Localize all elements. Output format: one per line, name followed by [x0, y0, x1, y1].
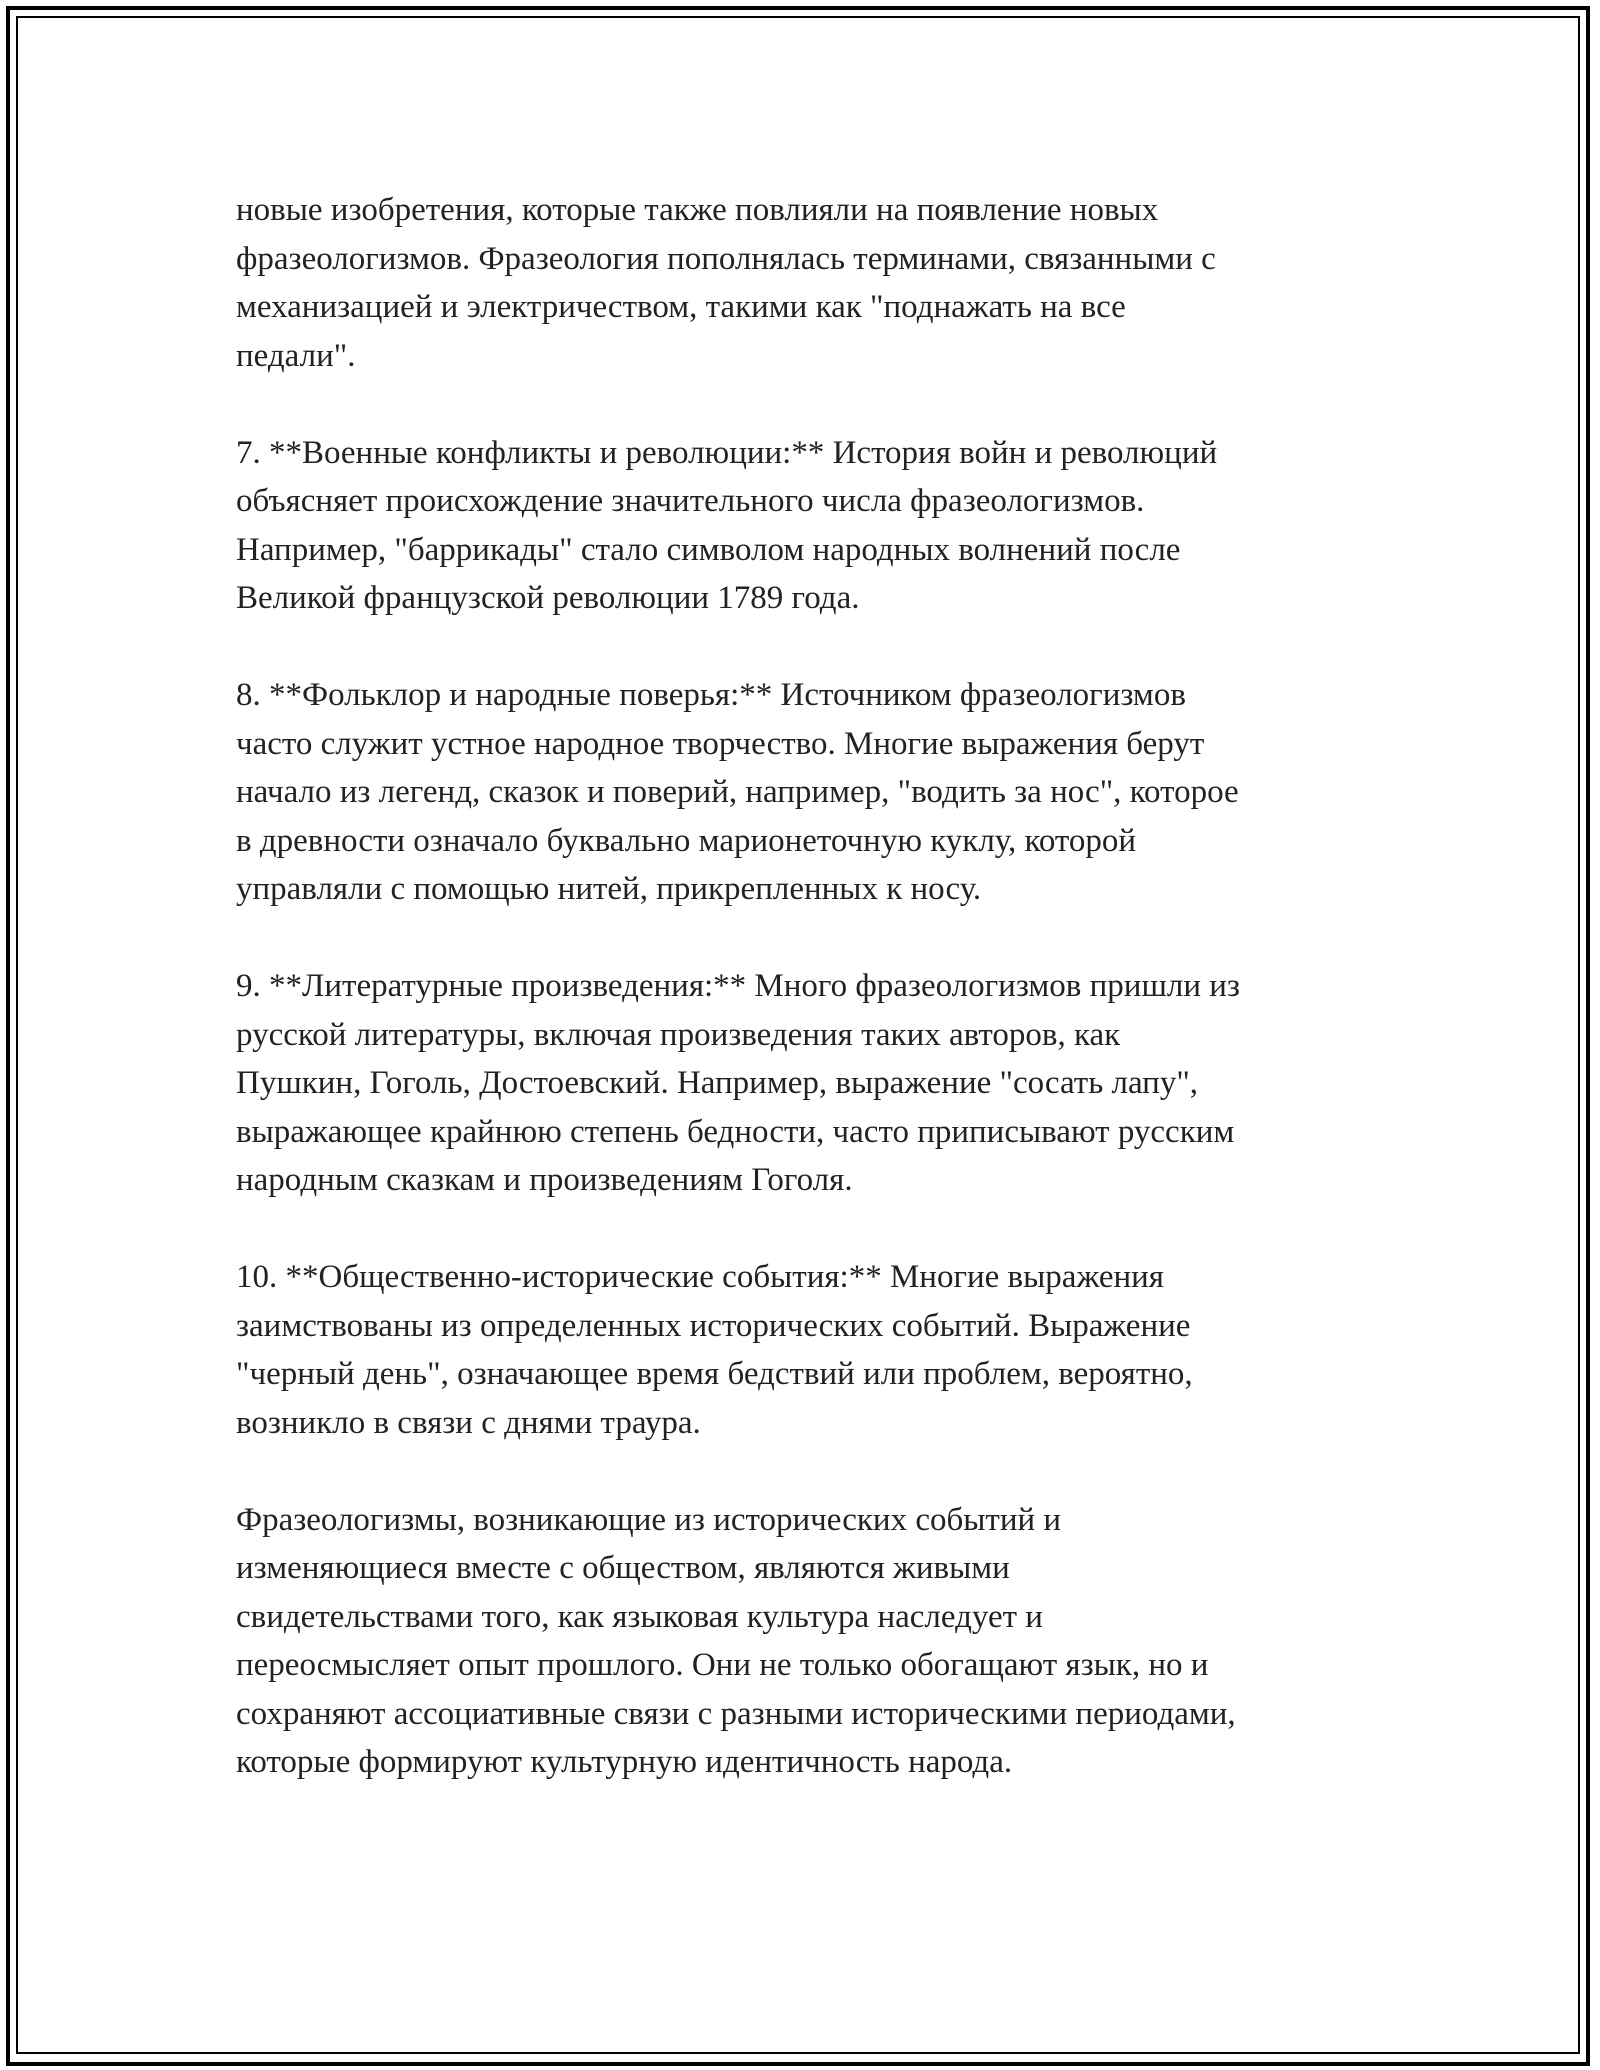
document-body [236, 186, 1376, 1835]
paragraph-military-conflicts: 7. **Военные конфликты и революции:** История войн и революций объясняет происхождение значительного числа фразеологизмов. Например, "баррикады" стало символом народных волнений после Великой французской революции 1789 года. [236, 434, 1218, 616]
paragraph-historical-events: 10. **Общественно-исторические события:** Многие выражения заимствованы из определенных исторических событий. Выражение "черный день", означающее время бедствий или проблем, вероятно, возникло в связи с днями траура. [236, 1259, 1193, 1441]
paragraph-conclusion: Фразеологизмы, возникающие из исторических событий и изменяющиеся вместе с обществом, являются живыми свидетельствами того, как языковая культура наследует и переосмысляет опыт прошлого. Они не только обогащают язык, но и сохраняют ассоциативные связи с разными историческими периодами, которые формируют культурную идентичность народа. [236, 1501, 1236, 1780]
paragraph-literature: 9. **Литературные произведения:** Много фразеологизмов пришли из русской литературы, включая произведения таких авторов, как Пушкин, Гоголь, Достоевский. Например, выражение "сосать лапу", выражающее крайнюю степень бедности, часто приписывают русским народным сказкам и произведениям Гоголя. [236, 968, 1240, 1198]
paragraph-inventions-continued: новые изобретения, которые также повлияли на появление новых фразеологизмов. Фразеология пополнялась терминами, связанными с механизацией и электричеством, такими как "поднажать на все педали". [236, 192, 1216, 374]
paragraph-folklore: 8. **Фольклор и народные поверья:** Источником фразеологизмов часто служит устное народное творчество. Многие выражения берут начало из легенд, сказок и поверий, например, "водить за нос", которое в древности означало буквально марионеточную куклу, которой управляли с помощью нитей, прикрепленных к носу. [236, 677, 1239, 907]
